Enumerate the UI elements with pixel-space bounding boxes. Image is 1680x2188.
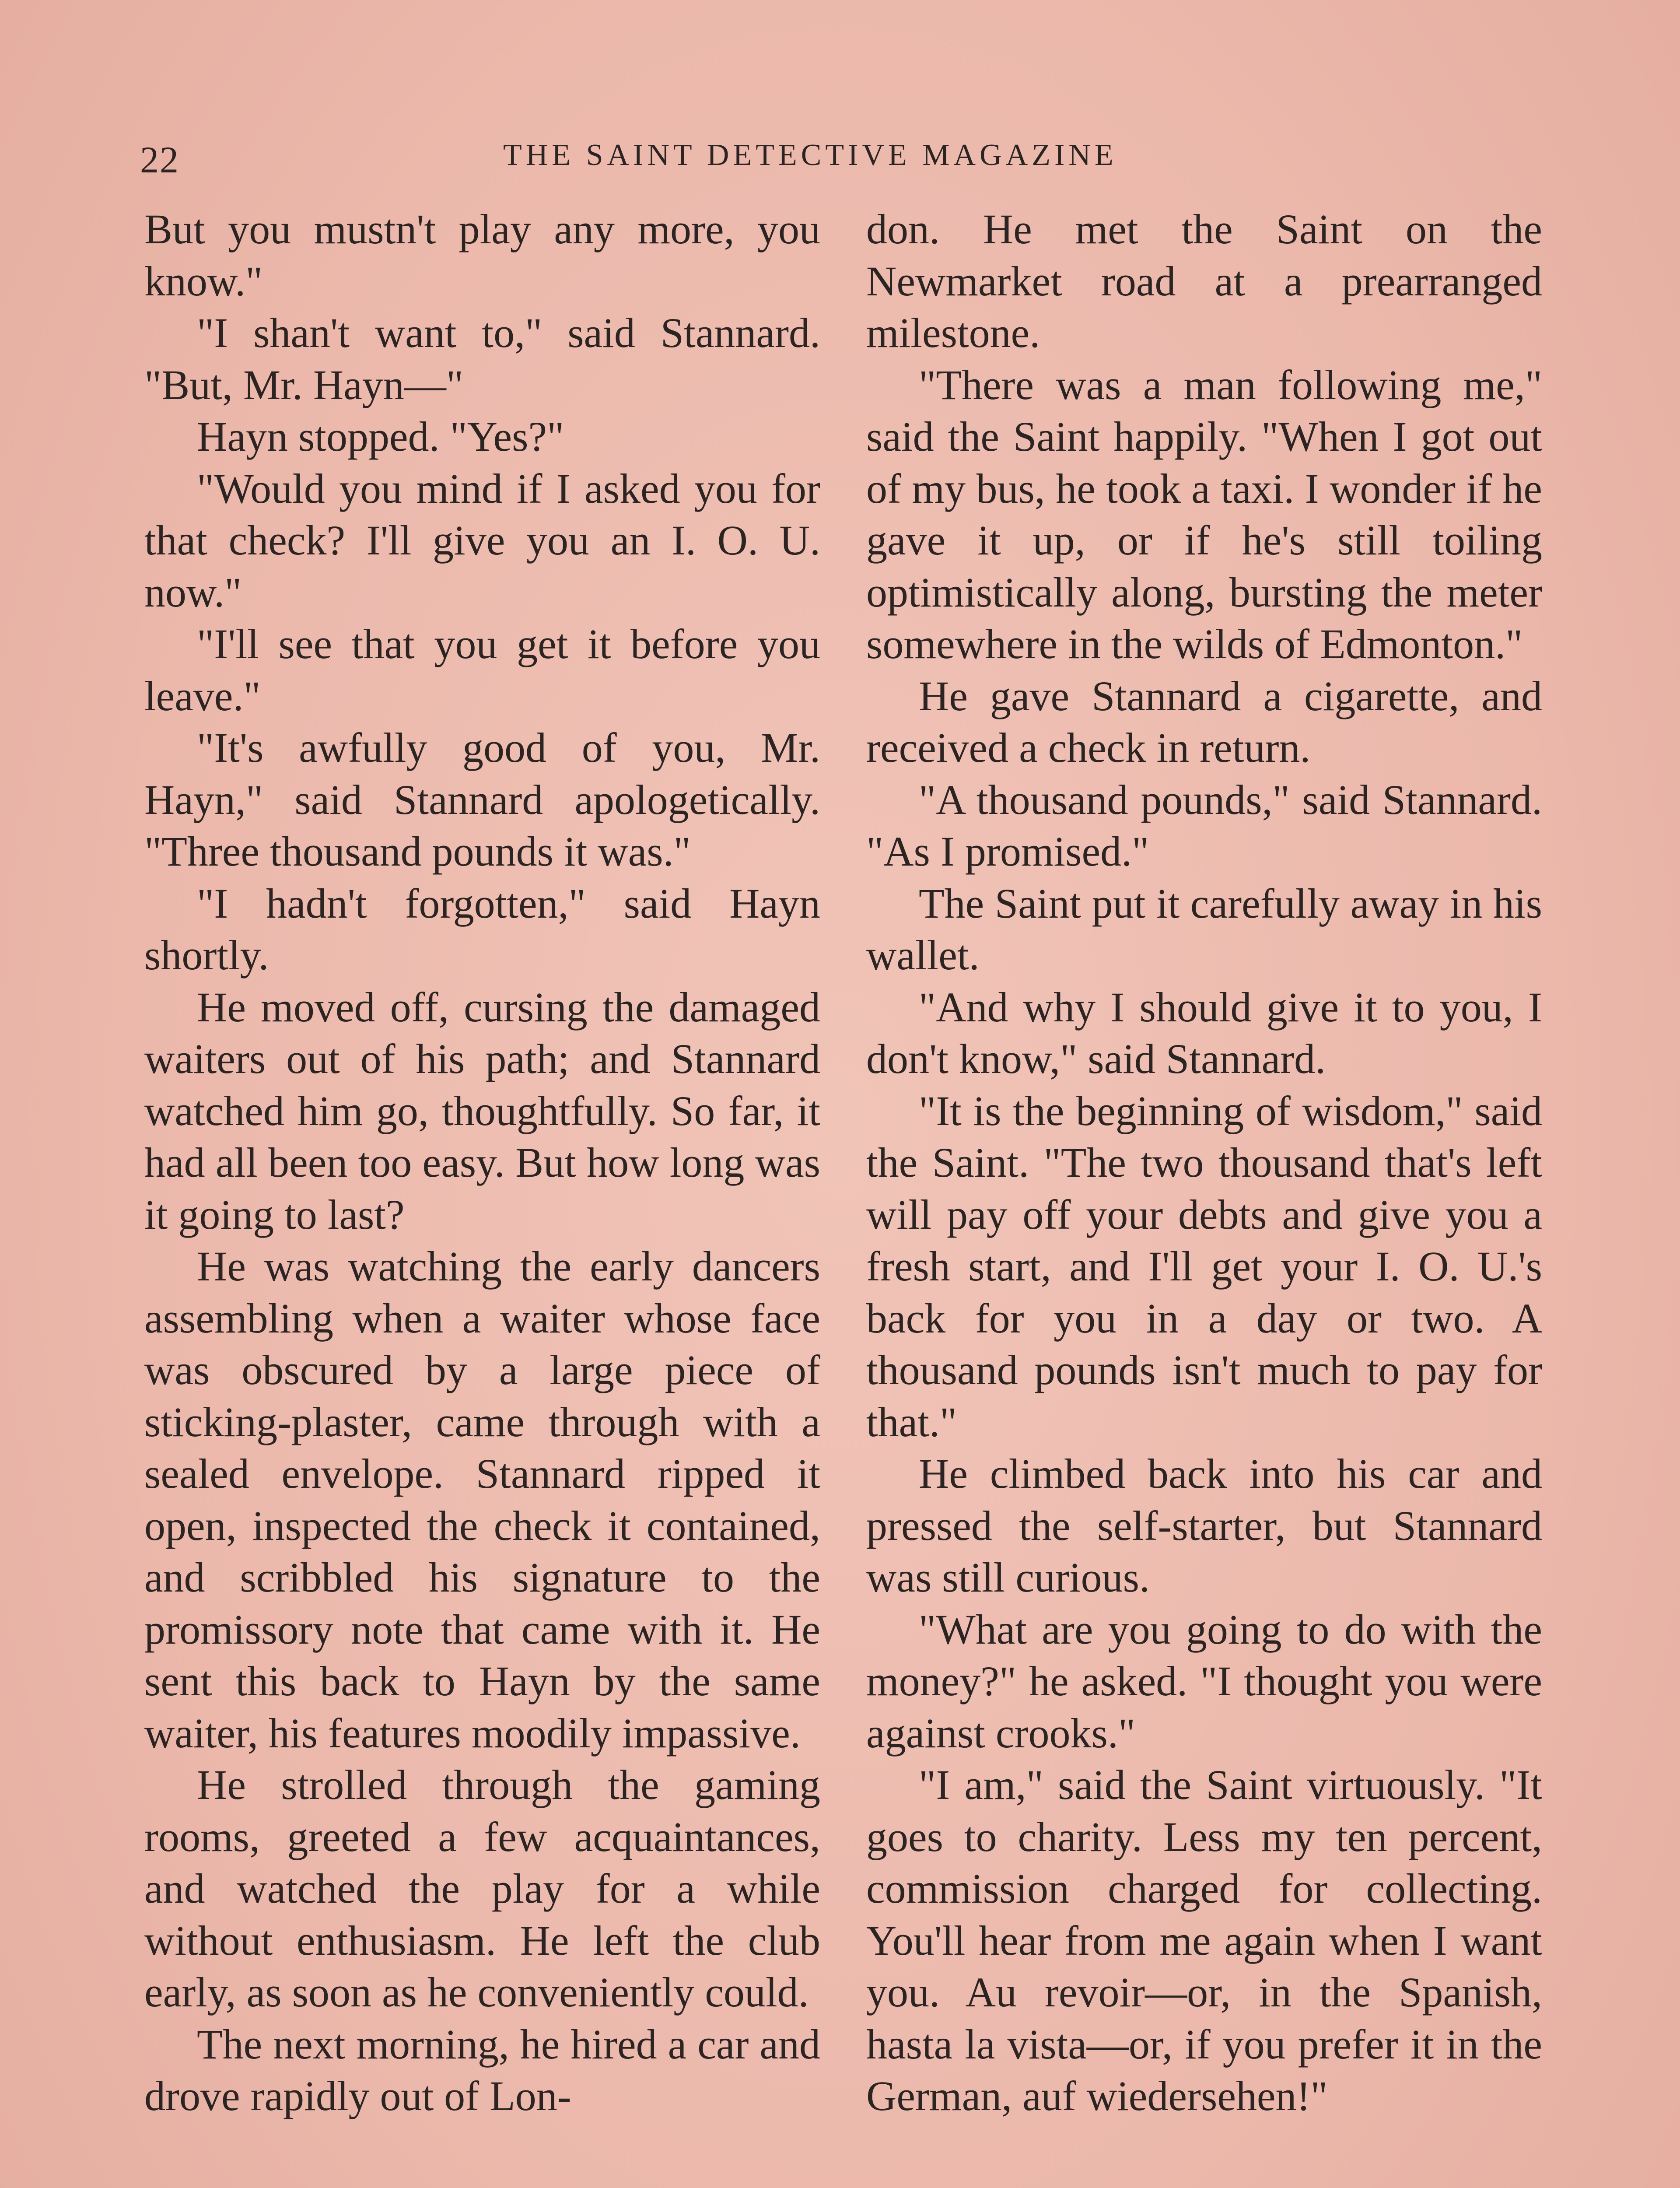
paragraph: But you mustn't play any more, you know." (144, 206, 820, 305)
paragraph: "Would you mind if I asked you for that check? I'll give you an I. O. U. now." (144, 465, 820, 616)
paragraph: The next morning, he hired a car and drove rapidly out of Lon- (144, 2020, 820, 2119)
page-number: 22 (140, 139, 179, 181)
paragraph: "A thousand pounds," said Stannard. "As I promised." (866, 776, 1542, 875)
left-text-column (144, 203, 820, 2122)
paragraph: "It's awfully good of you, Mr. Hayn," said Stannard apologetically. "Three thousand pounds it was." (144, 724, 820, 875)
paragraph: "I hadn't forgotten," said Hayn shortly. (144, 880, 820, 978)
paragraph: "There was a man following me," said the Saint happily. "When I got out of my bus, he took a taxi. I wonder if he gave it up, or if he's still toiling optimistically along, bursting the meter somewhere in the wilds of Edmonton." (866, 361, 1542, 667)
paragraph: He was watching the early dancers assembling when a waiter whose face was obscured by a large piece of sticking-plaster, came through with a sealed envelope. Stannard ripped it open, inspected the check it contained, and scribbled his signature to the promissory note that came with it. He sent this back to Hayn by the same waiter, his features moodily impassive. (144, 1243, 820, 1757)
paragraph: He gave Stannard a cigarette, and received a check in return. (866, 672, 1542, 771)
running-head: THE SAINT DETECTIVE MAGAZINE (503, 138, 1117, 172)
paragraph: "I shan't want to," said Stannard. "But, Mr. Hayn—" (144, 309, 820, 408)
paragraph: "What are you going to do with the money?" he asked. "I thought you were against crooks." (866, 1606, 1542, 1757)
paragraph: He climbed back into his car and pressed the self-starter, but Stannard was still curious. (866, 1450, 1542, 1601)
right-text-column (866, 203, 1542, 2122)
paragraph: "I am," said the Saint virtuously. "It goes to charity. Less my ten percent, commission charged for collecting. You'll hear from me again when I want you. Au revoir—or, in the Spanish, hasta la vista—or, if you prefer it in the German, auf wiedersehen!" (866, 1761, 1542, 2119)
paragraph: He moved off, cursing the damaged waiters out of his path; and Stannard watched him go, thoughtfully. So far, it had all been too easy. But how long was it going to last? (144, 983, 820, 1238)
paragraph: "I'll see that you get it before you leave." (144, 621, 820, 719)
page-header (140, 138, 1566, 186)
paragraph: "It is the beginning of wisdom," said the Saint. "The two thousand that's left will pay off your debts and give you a fresh start, and I'll get your I. O. U.'s back for you in a day or two. A thousand pounds isn't much to pay for that." (866, 1087, 1542, 1445)
paragraph: He strolled through the gaming rooms, greeted a few acquaintances, and watched the play for a while without enthusiasm. He left the club early, as soon as he conveniently could. (144, 1761, 820, 2016)
paragraph: don. He met the Saint on the Newmarket road at a prearranged milestone. (866, 206, 1542, 356)
paragraph: The Saint put it carefully away in his wallet. (866, 880, 1542, 978)
paragraph: "And why I should give it to you, I don't know," said Stannard. (866, 983, 1542, 1082)
paragraph: Hayn stopped. "Yes?" (197, 413, 564, 460)
